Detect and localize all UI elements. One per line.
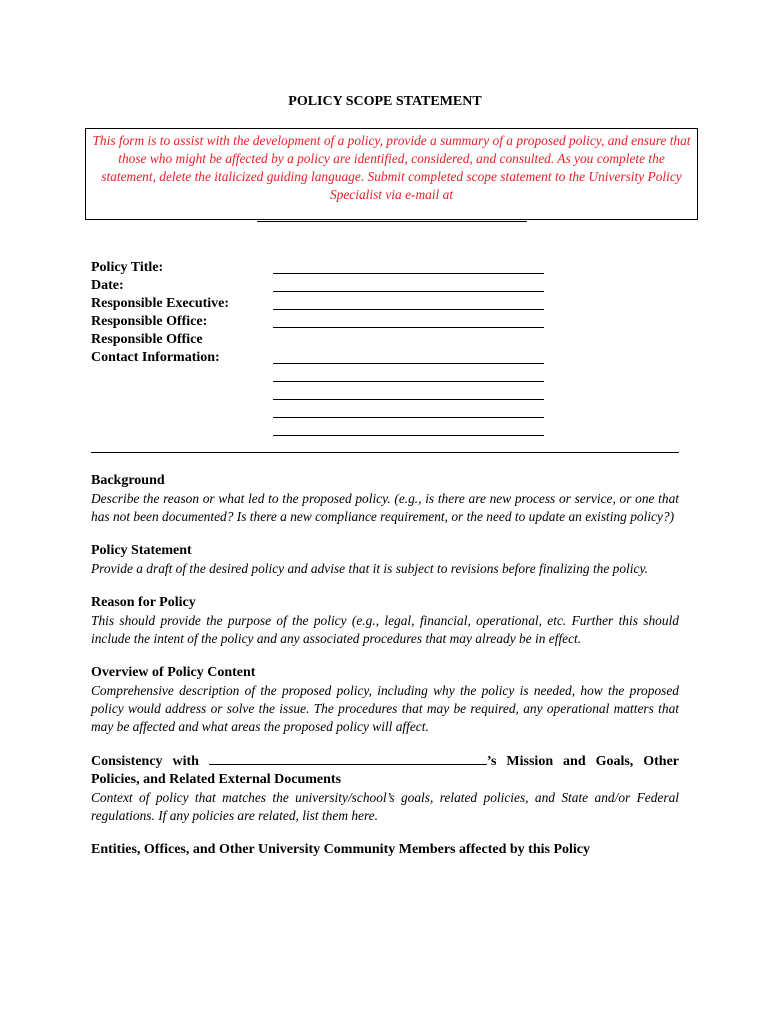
- contact-row: [91, 349, 551, 367]
- policy-title-blank[interactable]: [273, 273, 544, 274]
- responsible-executive-blank[interactable]: [273, 309, 544, 310]
- background-section: [91, 472, 679, 526]
- policy-statement-body: Provide a draft of the desired policy and advise that it is subject to revisions before finalizing the policy.: [91, 561, 648, 576]
- responsible-executive-row: [91, 295, 551, 313]
- instructions-text: This form is to assist with the development of a policy, provide a summary of a proposed policy, and ensure that those who might be affected by a policy are identified, considered, and consulted. As you complete the statement, delete the italicized guiding language. Submit completed scope statement to the University Policy Specialist via e-mail at: [92, 133, 691, 202]
- instructions-box: [85, 128, 698, 220]
- date-label: Date:: [91, 278, 124, 293]
- contact-label-line-1: Responsible Office: [91, 332, 203, 347]
- entities-section: [91, 841, 679, 859]
- reason-heading: Reason for Policy: [91, 595, 196, 610]
- email-blank-line[interactable]: [257, 207, 527, 222]
- consistency-heading: [91, 752, 679, 789]
- responsible-executive-label: Responsible Executive:: [91, 296, 230, 311]
- responsible-office-blank[interactable]: [273, 327, 544, 328]
- contact-row-5: [91, 421, 551, 439]
- contact-blank-3[interactable]: [273, 399, 544, 400]
- form-sections: [91, 472, 679, 875]
- overview-body: Comprehensive description of the proposed policy, including why the policy is needed, how the proposed policy would address or solve the issue. The procedures that may be required, any operational matters that may be affected and what areas the proposed policy will affect.: [91, 683, 679, 734]
- contact-label-row-1: [91, 331, 551, 349]
- university-name-blank[interactable]: [209, 752, 487, 765]
- page-title: POLICY SCOPE STATEMENT: [288, 94, 482, 109]
- consistency-heading-suffix: ’s Mission and Goals, Other Policies, and Related External Documents: [91, 754, 679, 787]
- date-row: [91, 277, 551, 295]
- consistency-section: [91, 752, 679, 825]
- policy-title-row: [91, 259, 551, 277]
- contact-blank-5[interactable]: [273, 435, 544, 436]
- reason-section: [91, 594, 679, 648]
- contact-row-4: [91, 403, 551, 421]
- policy-statement-heading: Policy Statement: [91, 543, 192, 558]
- contact-row-3: [91, 385, 551, 403]
- policy-info-fields: [91, 259, 551, 439]
- date-blank[interactable]: [273, 291, 544, 292]
- policy-title-label: Policy Title:: [91, 260, 164, 275]
- contact-row-2: [91, 367, 551, 385]
- contact-blank-1[interactable]: [273, 363, 544, 364]
- background-body: Describe the reason or what led to the proposed policy. (e.g., is there are new process or service, or one that has not been documented? Is there a new compliance requirement, or the need to update an existing policy?): [91, 491, 679, 524]
- responsible-office-label: Responsible Office:: [91, 314, 208, 329]
- consistency-body: Context of policy that matches the university/school’s goals, related policies, and State and/or Federal regulations. If any policies are related, list them here.: [91, 790, 679, 823]
- section-divider: [91, 452, 679, 453]
- entities-heading: Entities, Offices, and Other University Community Members affected by this Policy: [91, 842, 591, 857]
- contact-blank-4[interactable]: [273, 417, 544, 418]
- overview-heading: Overview of Policy Content: [91, 665, 256, 680]
- policy-statement-section: [91, 542, 679, 578]
- reason-body: This should provide the purpose of the policy (e.g., legal, financial, operational, etc. Further this should include the intent of the policy and any associated procedures that may already be in effect.: [91, 613, 679, 646]
- background-heading: Background: [91, 473, 165, 488]
- contact-label-line-2: Contact Information:: [91, 350, 220, 365]
- overview-section: [91, 664, 679, 736]
- consistency-heading-prefix: Consistency with: [91, 754, 199, 769]
- contact-blank-2[interactable]: [273, 381, 544, 382]
- responsible-office-row: [91, 313, 551, 331]
